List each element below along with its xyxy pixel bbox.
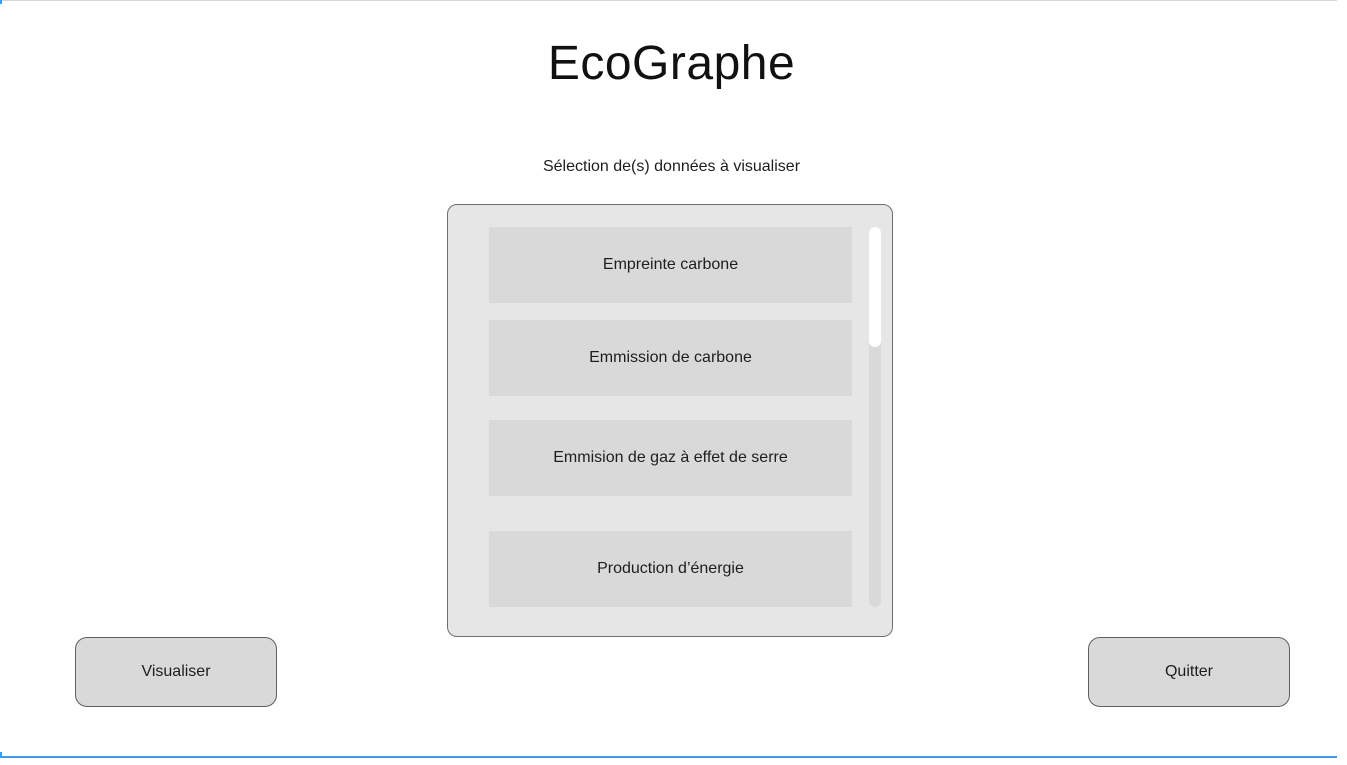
- visualise-button[interactable]: Visualiser: [75, 637, 277, 707]
- selection-label: Sélection de(s) données à visualiser: [542, 158, 801, 175]
- list-item-gaz-effet-serre[interactable]: Emmision de gaz à effet de serre: [489, 420, 852, 496]
- list-item-production-energie[interactable]: Production d’énergie: [489, 531, 852, 607]
- quit-button[interactable]: Quitter: [1088, 637, 1290, 707]
- scrollbar-thumb[interactable]: [869, 227, 881, 347]
- list-item-emmission-carbone[interactable]: Emmission de carbone: [489, 320, 852, 396]
- data-selection-list[interactable]: [447, 204, 893, 637]
- app-title: EcoGraphe: [547, 37, 796, 90]
- bottom-divider: [0, 756, 1337, 758]
- list-scrollbar[interactable]: [869, 227, 881, 607]
- frame-corner-marker: [0, 0, 2, 4]
- list-item-empreinte-carbone[interactable]: Empreinte carbone: [489, 227, 852, 303]
- top-divider: [0, 0, 1337, 1]
